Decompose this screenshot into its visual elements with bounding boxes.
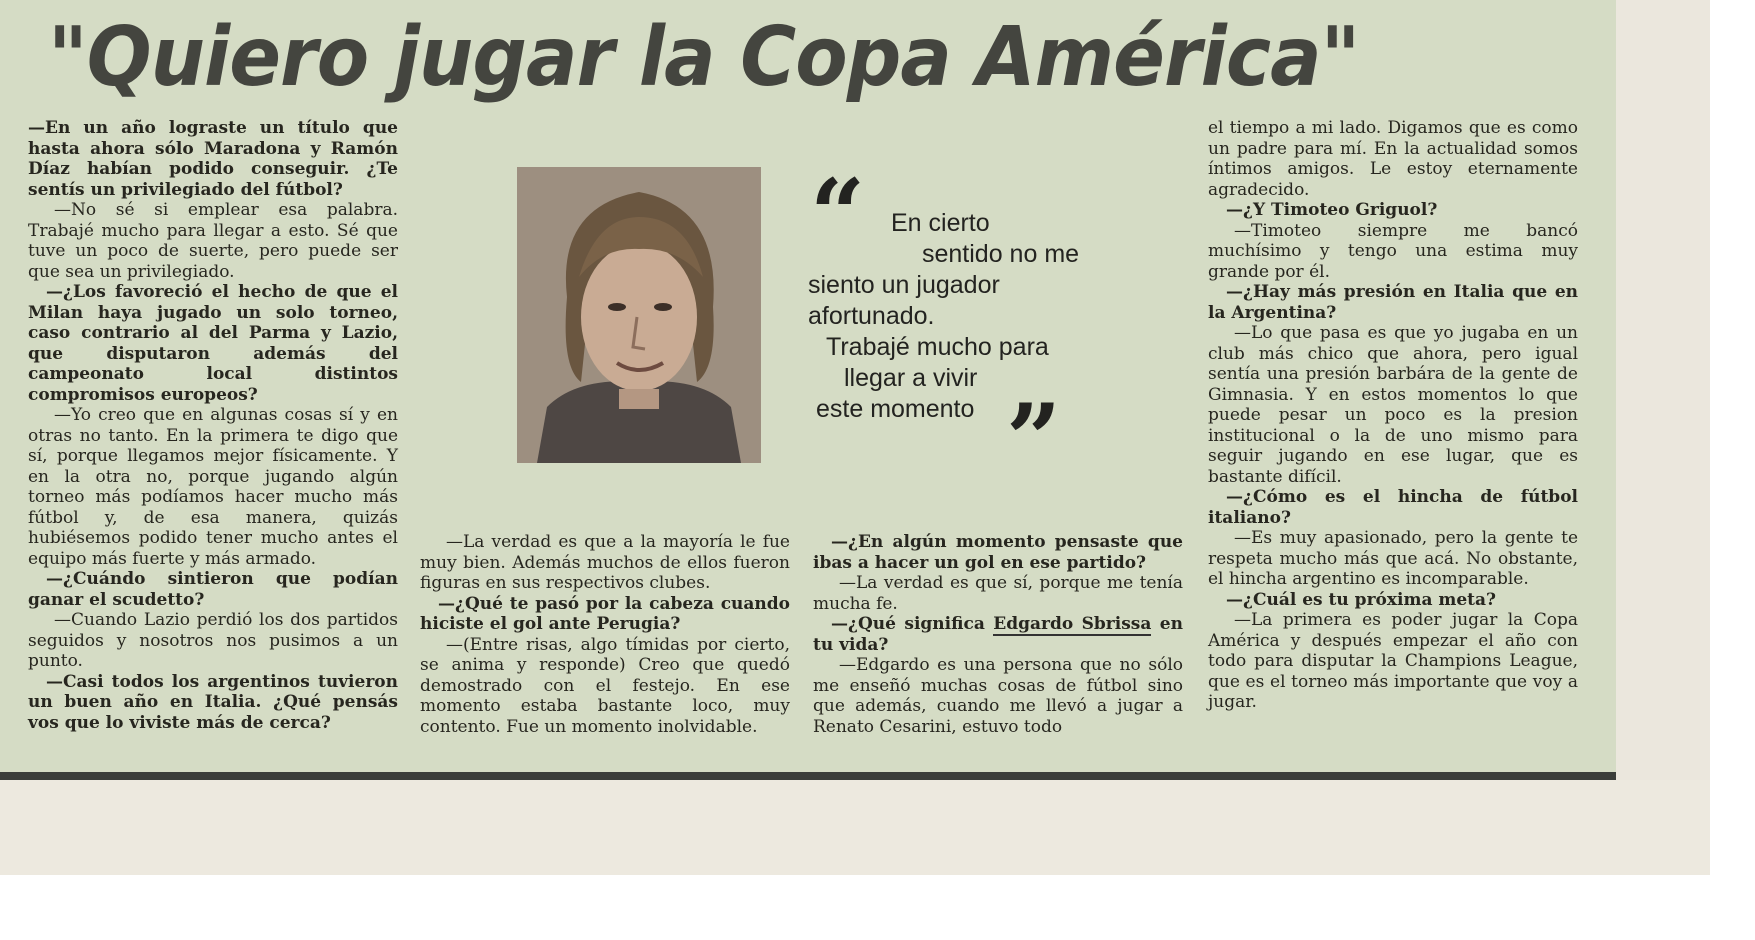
answer: —La verdad es que sí, porque me tenía mucha fe.: [813, 573, 1183, 614]
answer-continued: el tiempo a mi lado. Digamos que es como un padre para mí. En la actualidad somos íntimos amigos. Le estoy eternamente agradecido.: [1208, 118, 1578, 200]
pullquote-line: En cierto: [891, 209, 990, 237]
portrait-image: [517, 167, 761, 463]
pullquote-line: este momento: [816, 395, 975, 423]
question: —¿Hay más presión en Italia que en la Argentina?: [1208, 282, 1578, 323]
answer: —No sé si emplear esa palabra. Trabajé mucho para llegar a esto. Sé que tuve un poco de suerte, pero puede ser que sea un privilegiado.: [28, 200, 398, 282]
question: —¿Cuándo sintieron que podían ganar el scudetto?: [28, 569, 398, 610]
text-column-3: [813, 532, 1183, 737]
text-column-1: [28, 118, 398, 733]
bottom-rule: [0, 772, 1616, 780]
question: —¿Los favoreció el hecho de que el Milan haya jugado un solo torneo, caso contrario al del Parma y Lazio, que disputaron además del campeonato local distintos compromisos europeos?: [28, 282, 398, 405]
underlined-name: Edgardo Sbrissa: [993, 614, 1152, 634]
answer: —Lo que pasa es que yo jugaba en un club más chico que ahora, pero igual sentía una presión barbára de la gente de Gimnasia. Y en estos momentos lo que puede pesar un poco es la presion institucional o la de uno mismo para seguir jugando en ese lugar, que es bastante difícil.: [1208, 323, 1578, 487]
answer: —Yo creo que en algunas cosas sí y en otras no tanto. En la primera te digo que sí, porque llegamos mejor físicamente. Y en la otra no, porque jugando algún torneo más podíamos hacer mucho más fútbol y, de esa manera, quizás hubiésemos podido tener mucho antes el equipo más fuerte y más armado.: [28, 405, 398, 569]
pullquote-line: afortunado.: [808, 302, 935, 330]
pullquote-line: Trabajé mucho para: [826, 333, 1049, 361]
pullquote-line: siento un jugador: [808, 271, 1000, 299]
question: —¿En algún momento pensaste que ibas a hacer un gol en ese partido?: [813, 532, 1183, 573]
question-text: —¿Qué significa: [831, 614, 994, 634]
open-quote-icon: “: [810, 158, 866, 271]
text-column-2: [420, 532, 790, 737]
question: —¿Y Timoteo Griguol?: [1226, 200, 1438, 220]
text-column-4: [1208, 118, 1578, 713]
question-text: en tu vida?: [813, 614, 1183, 655]
answer: —La primera es poder jugar la Copa América y después empezar el año con todo para disputar la Champions League, que es el torneo más importante que voy a jugar.: [1208, 610, 1578, 712]
close-quote-icon: ”: [1006, 383, 1062, 496]
answer: —La verdad es que a la mayoría le fue muy bien. Además muchos de ellos fueron figuras en sus respectivos clubes.: [420, 532, 790, 593]
question: [813, 614, 1183, 655]
question: —¿Cómo es el hincha de fútbol italiano?: [1208, 487, 1578, 528]
question: —En un año lograste un título que hasta ahora sólo Maradona y Ramón Díaz habían podido conseguir. ¿Te sentís un privilegiado del fútbol?: [28, 118, 398, 200]
question: —Casi todos los argentinos tuvieron un buen año en Italia. ¿Qué pensás vos que lo viviste más de cerca?: [28, 671, 398, 733]
player-photo: [517, 167, 761, 463]
answer: —Edgardo es una persona que no sólo me enseñó muchas cosas de fútbol sino que además, cuando me llevó a jugar a Renato Cesarini, estuvo todo: [813, 655, 1183, 737]
answer: —(Entre risas, algo tímidas por cierto, se anima y responde) Creo que quedó demostrado con el festejo. En ese momento estaba bastante loco, muy contento. Fue un momento inolvidable.: [420, 634, 790, 737]
pullquote-line: sentido no me: [922, 240, 1080, 268]
pullquote-line: llegar a vivir: [844, 364, 978, 392]
question: —¿Qué te pasó por la cabeza cuando hiciste el gol ante Perugia?: [420, 593, 790, 634]
answer: —Cuando Lazio perdió los dos partidos seguidos y nosotros nos pusimos a un punto.: [28, 610, 398, 671]
answer: —Es muy apasionado, pero la gente te respeta mucho más que acá. No obstante, el hincha argentino es incomparable.: [1208, 528, 1578, 589]
adjacent-page-edge: [1616, 0, 1710, 780]
answer: —Timoteo siempre me bancó muchísimo y tengo una estima muy grande por él.: [1208, 220, 1578, 282]
headline: "Quiero jugar la Copa América": [48, 10, 1360, 105]
question: —¿Cuál es tu próxima meta?: [1226, 589, 1497, 610]
